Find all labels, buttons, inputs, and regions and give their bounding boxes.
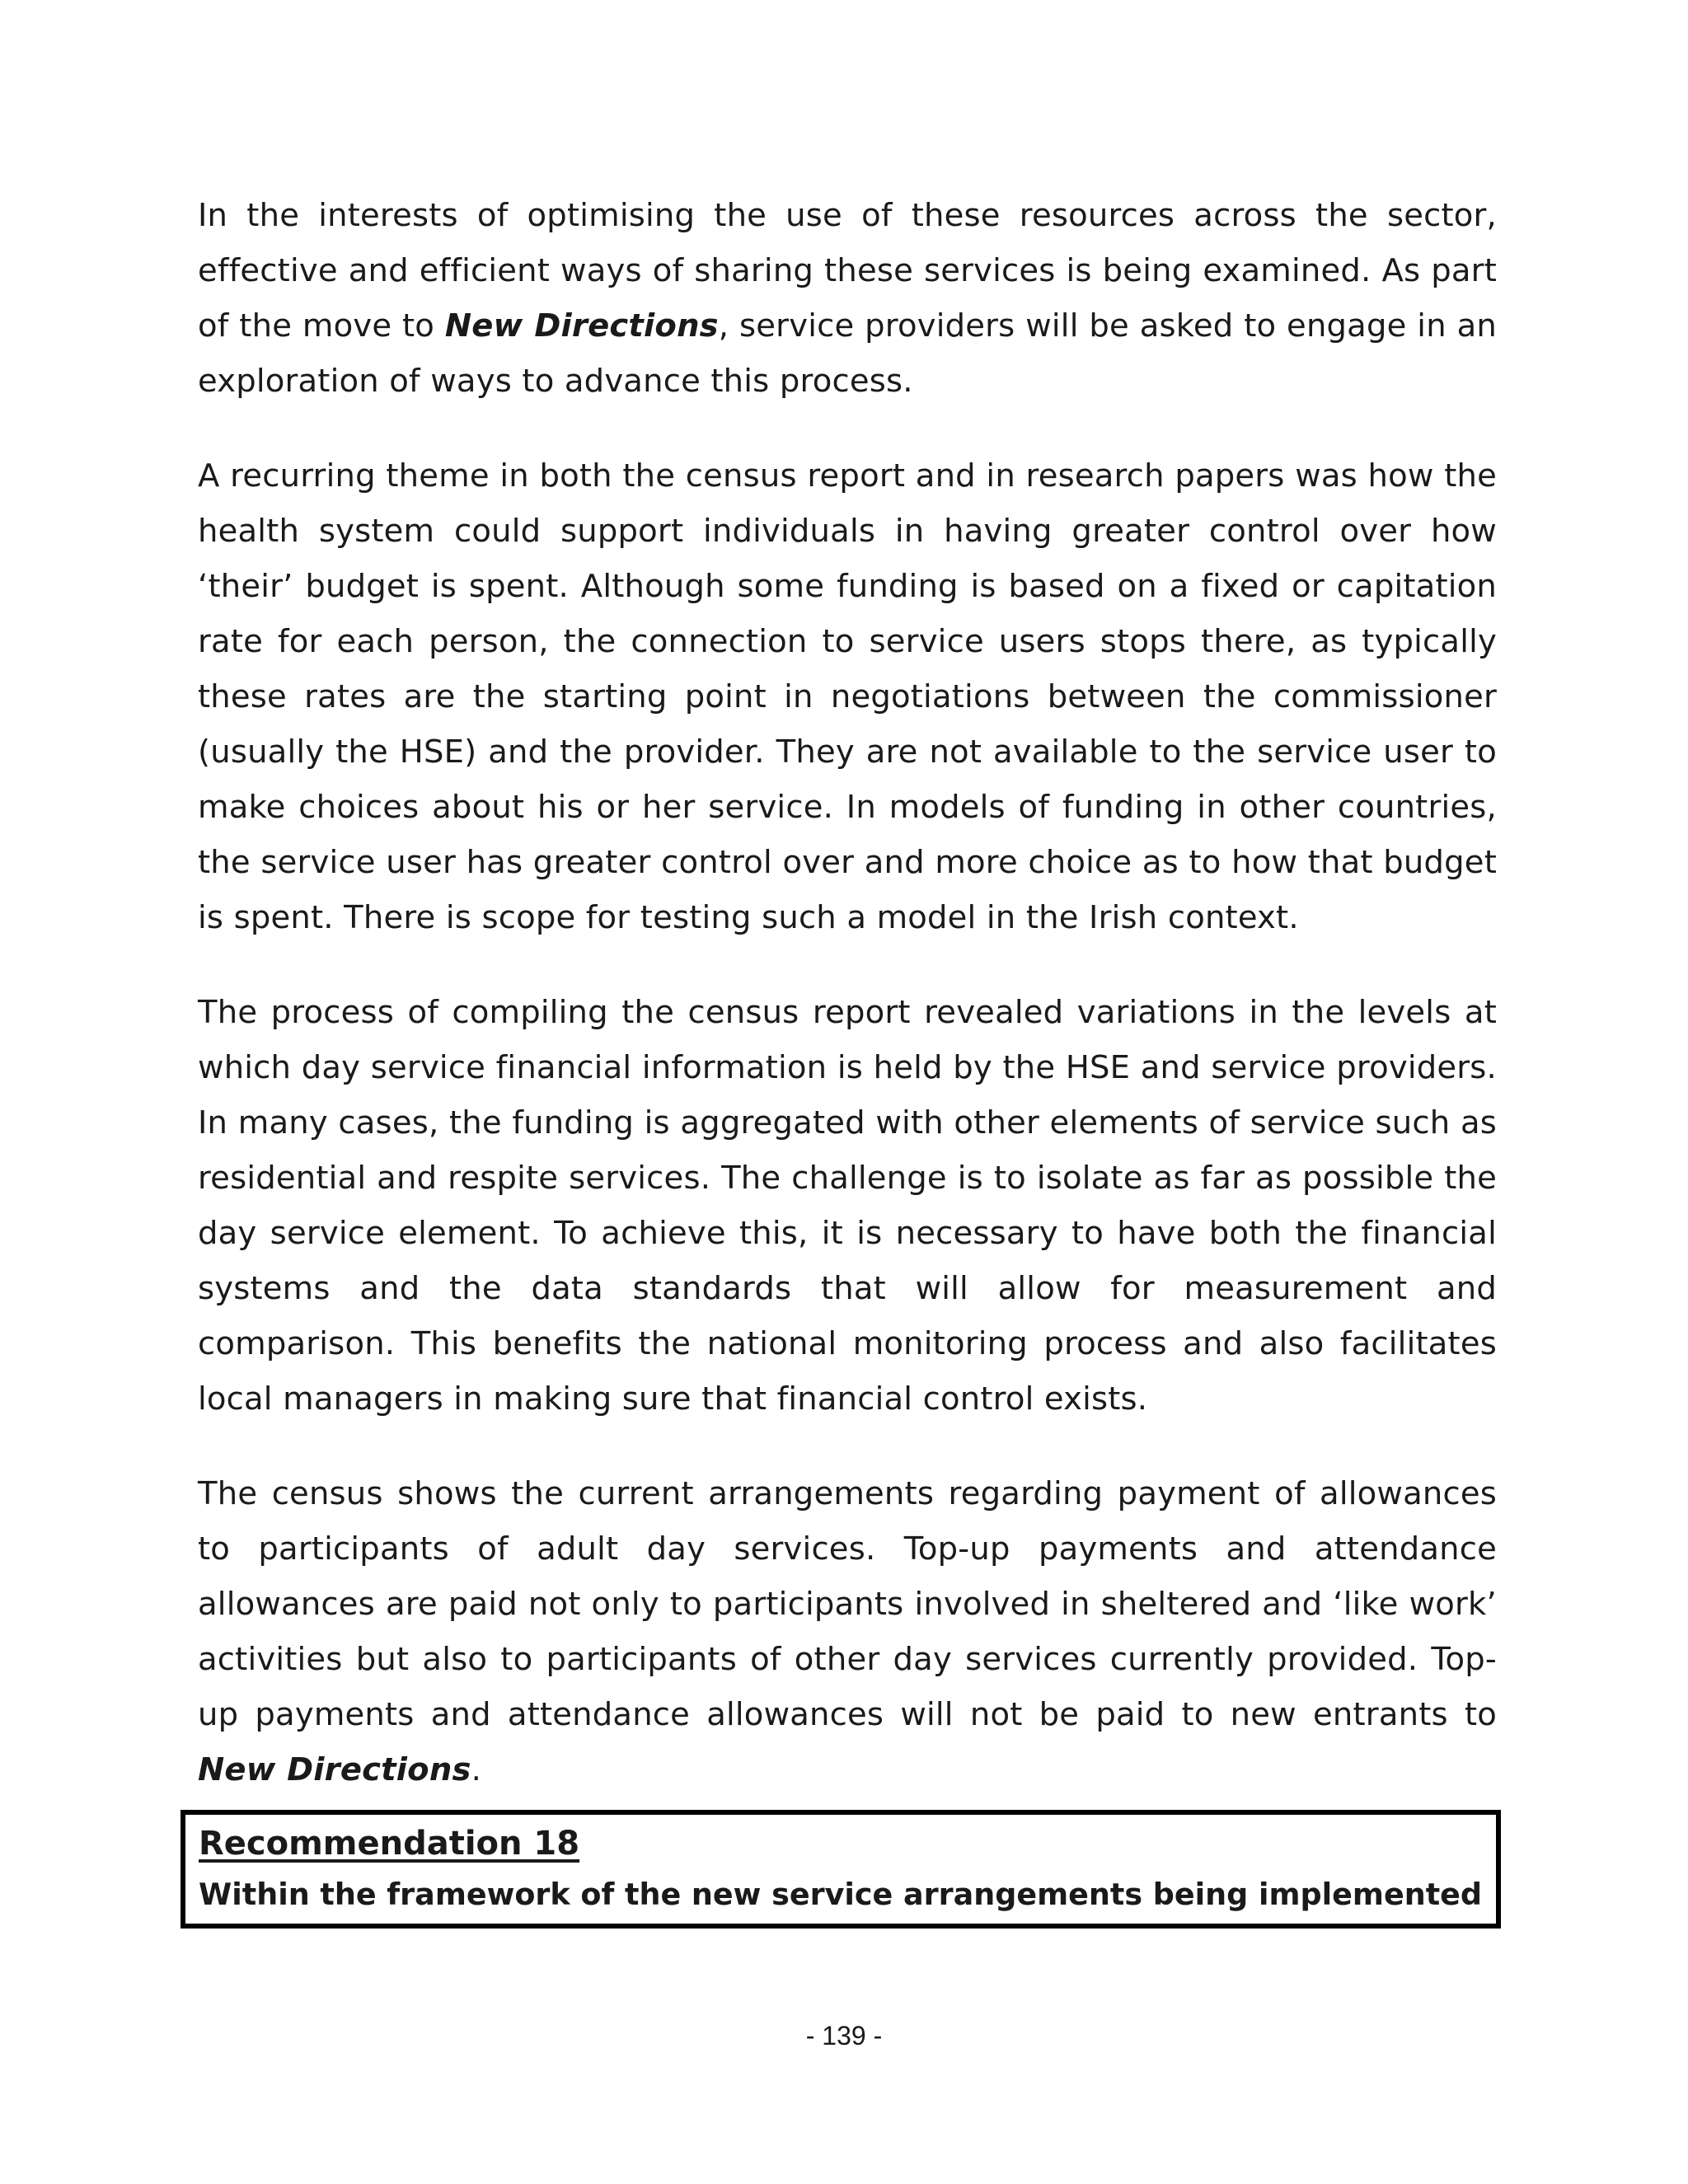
recommendation-title: Recommendation 18 [199, 1825, 580, 1863]
emphasis-new-directions: New Directions [198, 1751, 471, 1788]
paragraph-text: In the interests of optimising the use of these resources across the sector, effective and efficient ways of sharing these services is being examined. As part of the move to [198, 197, 1497, 344]
paragraph-budget-control: A recurring theme in both the census report and in research papers was how the health system could support individuals in having greater control over how ‘their’ budget is spent. Although some funding is based on a fixed or capitation rate for each person, the connection to service users stops there, as typically these rates are the starting point in negotiations between the commissioner (usually the HSE) and the provider. They are not available to the service user to make choices about his or her service. In models of funding in other countries, the service user has greater control over and more choice as to how that budget is spent. There is scope for testing such a model in the Irish context. [198, 457, 1497, 936]
paragraph-resource-sharing [198, 188, 1497, 409]
recommendation-text: Within the framework of the new service arrangements being implemented [199, 1877, 1483, 1912]
paragraph-allowances [198, 1466, 1497, 1797]
recommendation-box [181, 1810, 1501, 1929]
paragraph-text: , service providers will be asked to engage in an exploration of ways to advance this process. [198, 307, 1497, 400]
paragraph-text: . [471, 1751, 482, 1788]
paragraph-text: The census shows the current arrangements regarding payment of allowances to participants of adult day services. Top-up payments and attendance allowances are paid not only to participants involved in sheltered and ‘like work’ activities but also to participants of other day services currently provided. Top-up payments and attendance allowances will not be paid to new entrants to [198, 1475, 1497, 1733]
page-number: - 139 - [805, 2021, 883, 2050]
document-body [198, 188, 1497, 1837]
emphasis-new-directions: New Directions [444, 307, 719, 344]
paragraph-financial-information: The process of compiling the census report revealed variations in the levels at which day service financial information is held by the HSE and service providers. In many cases, the funding is aggregated with other elements of service such as residential and respite services. The challenge is to isolate as far as possible the day service element. To achieve this, it is necessary to have both the financial systems and the data standards that will allow for measurement and comparison. This benefits the national monitoring process and also facilitates local managers in making sure that financial control exists. [198, 994, 1497, 1418]
